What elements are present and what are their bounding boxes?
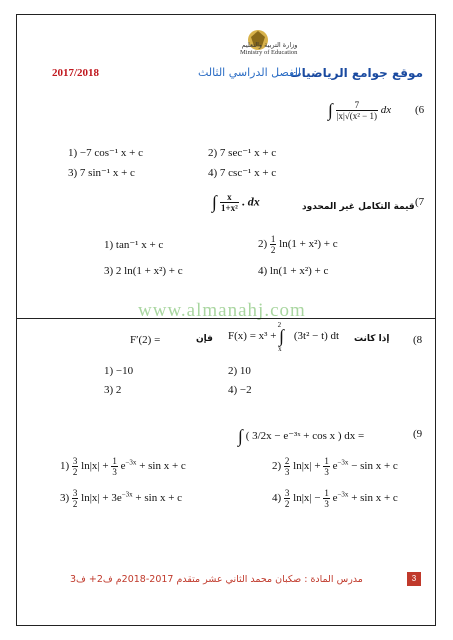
q8-number: (8 xyxy=(413,334,423,346)
q9-option-2[interactable]: 2) $\frac{2}{3}$ ln|x| + $\frac{1}{3}$ $e^{-3x} - \sin x + c$ xyxy=(272,456,398,477)
q9-option-4[interactable]: 4) $\frac{3}{2}$ ln|x| − $\frac{1}{3}$ $e^{-3x} + \sin x + c$ xyxy=(272,488,398,509)
q7-option-2[interactable]: 2) $\frac{1}{2}$ ln(1 + x²) + c xyxy=(258,234,338,255)
q8-function: $F(x) = x^3 + \int_x^2$ (3t² − t) dt xyxy=(228,321,340,354)
q7-option-1[interactable]: 1) tan⁻¹ x + c xyxy=(104,239,164,251)
section-separator xyxy=(16,318,436,319)
q6-option-1[interactable]: 1) −7 cos⁻¹ x + c xyxy=(68,147,143,159)
school-year: 2017/2018 xyxy=(52,67,100,79)
q9-option-1-label: 1) xyxy=(60,460,70,473)
q6-integral: ∫ $\frac{7}{\text{|x|√(x² − 1)}}$ dx xyxy=(328,100,392,121)
ministry-ar: وزارة التربية والتعليم xyxy=(241,41,298,49)
q6-option-4[interactable]: 4) 7 csc⁻¹ x + c xyxy=(208,167,277,179)
q7-integral: ∫ $\frac{x}{\text{1+x²}}$ . dx xyxy=(212,192,260,213)
q9-number: (9 xyxy=(413,428,423,440)
q8-integrand: (3t² − t) dt xyxy=(293,330,340,343)
q7-number: (7 xyxy=(415,196,425,208)
q8-option-1[interactable]: 1) −10 xyxy=(104,365,134,377)
q7-option-3[interactable]: 3) 2 ln(1 + x²) + c xyxy=(104,265,183,277)
q8-option-3[interactable]: 3) 2 xyxy=(104,384,122,396)
q9-option-3[interactable]: 3) $\frac{3}{2}$ $\ln|x| + 3e^{-3x} + \sin x + c$ xyxy=(60,488,183,509)
q9-option-1[interactable]: 1) $\frac{3}{2}$ ln|x| + $\frac{1}{3}$ $e^{-3x} + \sin x + c$ xyxy=(60,456,186,477)
semester: الفصل الدراسي الثالث xyxy=(198,66,302,79)
q7-option-4[interactable]: 4) ln(1 + x²) + c xyxy=(258,265,329,277)
site-name: موقع جوامع الرياضيات xyxy=(289,66,423,80)
q6-number: (6 xyxy=(415,104,425,116)
q7-option-2-tail: ln(1 + x²) + c xyxy=(279,238,338,251)
q8-if-label: إذا كانت xyxy=(354,334,390,344)
q9-option-4-label: 4) xyxy=(272,492,282,505)
page-number: 3 xyxy=(407,572,421,586)
q6-option-3[interactable]: 3) 7 sin⁻¹ x + c xyxy=(68,167,135,179)
q9-integral: ∫ ( 3/2x − e⁻³ˣ + cos x ) dx = xyxy=(238,426,365,446)
q8-option-4[interactable]: 4) −2 xyxy=(228,384,252,396)
q6-option-2[interactable]: 2) 7 sec⁻¹ x + c xyxy=(208,147,277,159)
q9-option-2-label: 2) xyxy=(272,460,282,473)
q7-prompt: قيمة التكامل غير المحدود xyxy=(302,202,415,212)
q8-option-2[interactable]: 2) 10 xyxy=(228,365,251,377)
ministry-logo xyxy=(240,42,297,56)
q8-func: F(x) = x³ + xyxy=(228,330,277,343)
footer-text: مدرس المادة : صكبان محمد الثاني عشر متقدم 2017-2018م ف2+ ف3 xyxy=(70,574,363,585)
ministry-en: Ministry of Education xyxy=(240,49,298,56)
q8-then-label: فإن xyxy=(196,334,213,344)
watermark: www.almanahj.com xyxy=(138,300,306,321)
q9-option-3-label: 3) xyxy=(60,492,70,505)
q7-option-2-label: 2) xyxy=(258,238,268,251)
q9-integrand: ( 3/2x − e⁻³ˣ + cos x ) dx = xyxy=(245,430,365,443)
q8-target: F′(2) = xyxy=(130,334,161,346)
